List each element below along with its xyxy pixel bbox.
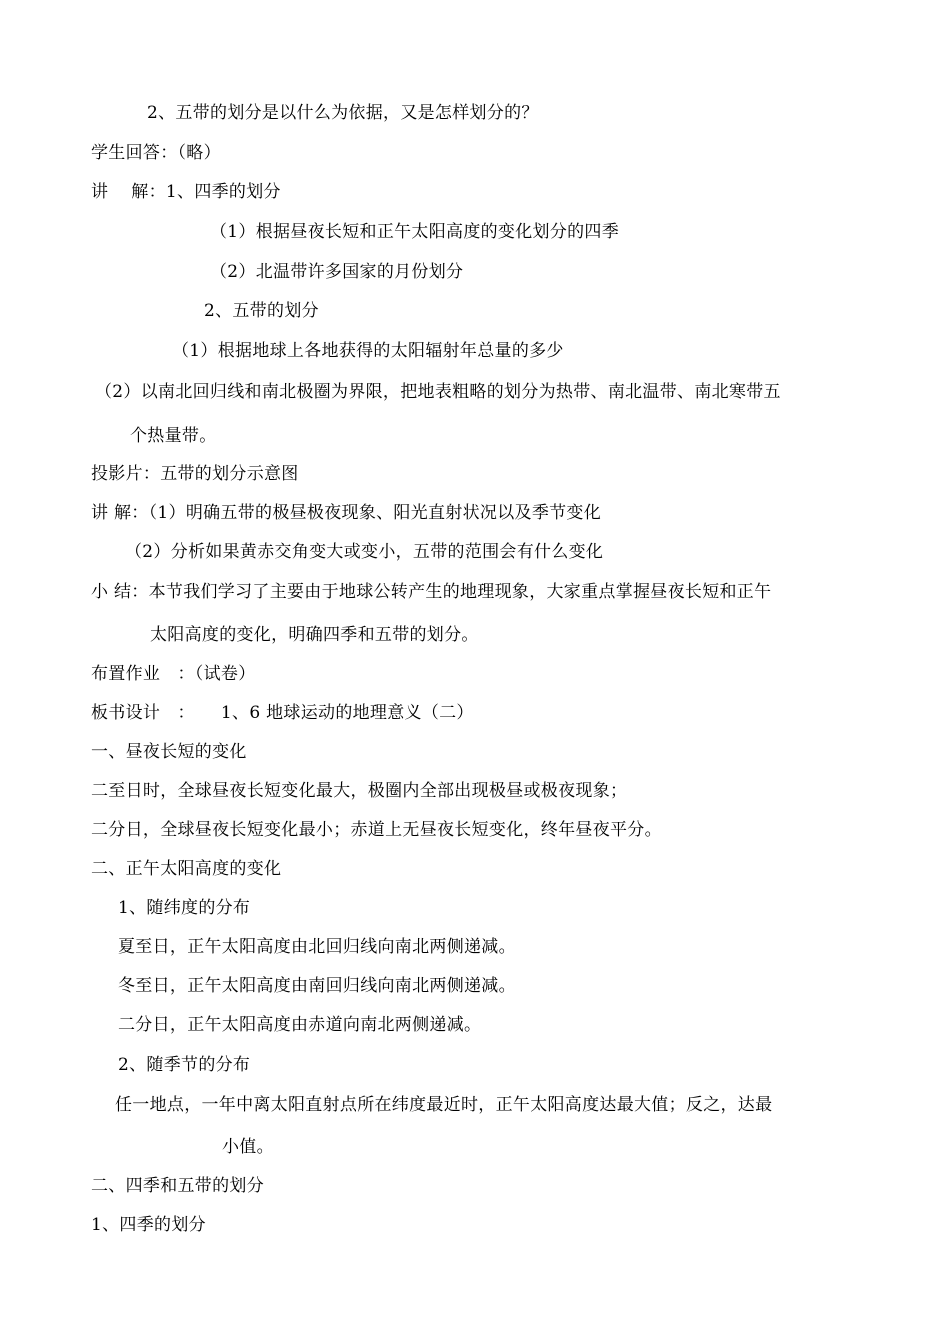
text-line-6: 2、五带的划分 bbox=[204, 301, 319, 321]
text-line-28: 二、四季和五带的划分 bbox=[91, 1176, 264, 1196]
text-line-3: 讲 解：1、四季的划分 bbox=[91, 182, 281, 202]
text-line-7: （1）根据地球上各地获得的太阳辐射年总量的多少 bbox=[172, 341, 564, 361]
text-line-5: （2）北温带许多国家的月份划分 bbox=[210, 262, 464, 282]
text-line-9: 个热量带。 bbox=[130, 426, 217, 446]
text-line-24: 二分日，正午太阳高度由赤道向南北两侧递减。 bbox=[118, 1015, 482, 1035]
text-line-17: 一、昼夜长短的变化 bbox=[91, 742, 247, 762]
text-line-22: 夏至日，正午太阳高度由北回归线向南北两侧递减。 bbox=[118, 937, 516, 957]
text-line-16: 板书设计 ： 1、6 地球运动的地理意义（二） bbox=[91, 703, 474, 723]
text-line-20: 二、正午太阳高度的变化 bbox=[91, 859, 282, 879]
text-line-19: 二分日，全球昼夜长短变化最小；赤道上无昼夜长短变化，终年昼夜平分。 bbox=[91, 820, 662, 840]
text-line-26: 任一地点，一年中离太阳直射点所在纬度最近时，正午太阳高度达最大值；反之，达最 bbox=[115, 1095, 773, 1115]
text-line-23: 冬至日，正午太阳高度由南回归线向南北两侧递减。 bbox=[118, 976, 516, 996]
text-line-10: 投影片：五带的划分示意图 bbox=[91, 464, 299, 484]
text-line-21: 1、随纬度的分布 bbox=[118, 898, 251, 918]
text-line-14: 太阳高度的变化，明确四季和五带的划分。 bbox=[150, 625, 479, 645]
text-line-25: 2、随季节的分布 bbox=[118, 1055, 251, 1075]
text-line-4: （1）根据昼夜长短和正午太阳高度的变化划分的四季 bbox=[210, 222, 620, 242]
text-line-2: 学生回答：（略） bbox=[91, 143, 221, 163]
text-line-18: 二至日时，全球昼夜长短变化最大，极圈内全部出现极昼或极夜现象； bbox=[91, 781, 628, 801]
text-line-27: 小值。 bbox=[222, 1137, 274, 1157]
text-line-1: 2、五带的划分是以什么为依据，又是怎样划分的？ bbox=[147, 103, 539, 123]
text-line-15: 布置作业 ：（试卷） bbox=[91, 664, 256, 684]
text-line-12: （2）分析如果黄赤交角变大或变小，五带的范围会有什么变化 bbox=[125, 542, 604, 562]
text-line-8: （2）以南北回归线和南北极圈为界限，把地表粗略的划分为热带、南北温带、南北寒带五 bbox=[95, 382, 781, 402]
text-line-29: 1、四季的划分 bbox=[91, 1215, 206, 1235]
text-line-13: 小 结：本节我们学习了主要由于地球公转产生的地理现象，大家重点掌握昼夜长短和正午 bbox=[91, 582, 772, 602]
text-line-11: 讲 解：（1）明确五带的极昼极夜现象、阳光直射状况以及季节变化 bbox=[91, 503, 602, 523]
